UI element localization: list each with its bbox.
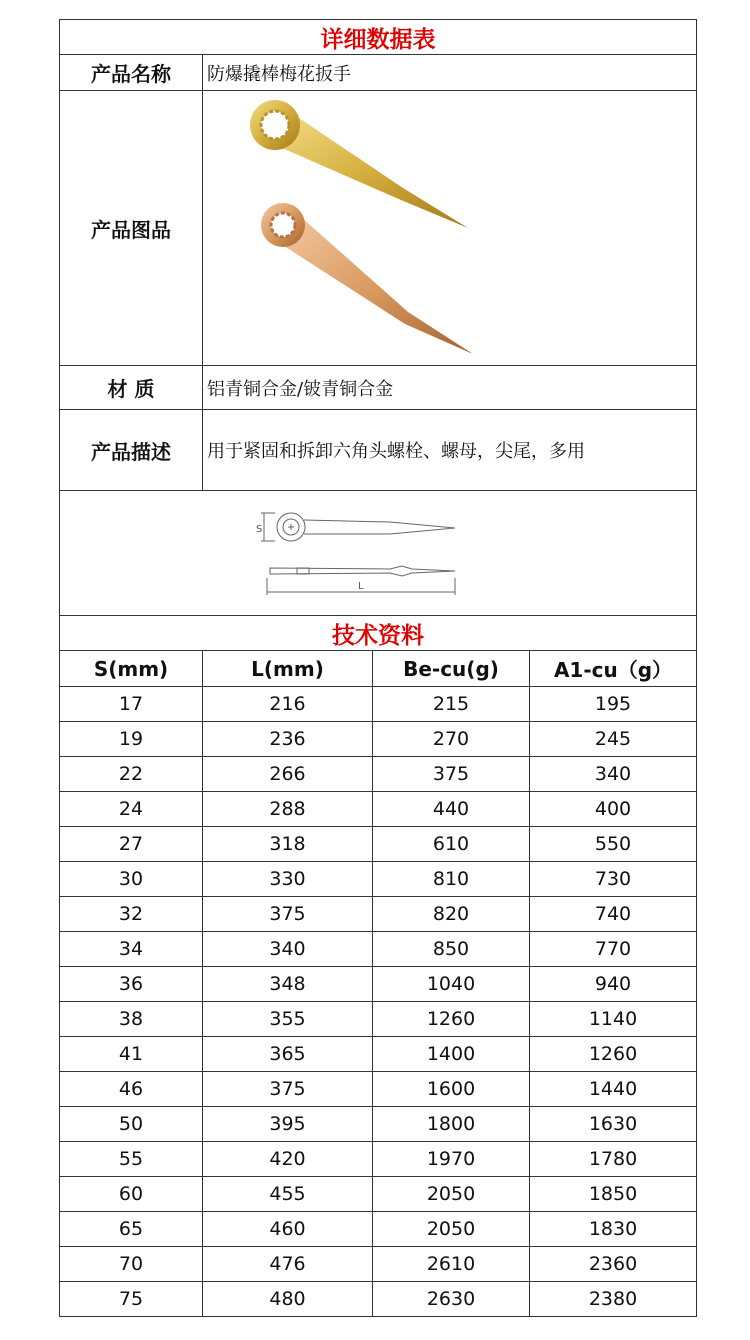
drawing-cell xyxy=(60,491,697,616)
cell-s: 70 xyxy=(60,1247,203,1282)
spec-table xyxy=(59,19,697,1317)
cell-s: 22 xyxy=(60,757,203,792)
cell-s: 32 xyxy=(60,897,203,932)
cell-l: 330 xyxy=(203,862,373,897)
cell-a1-cu: 740 xyxy=(530,897,697,932)
cell-s: 38 xyxy=(60,1002,203,1037)
table-row xyxy=(60,1282,697,1317)
cell-a1-cu: 550 xyxy=(530,827,697,862)
table-row xyxy=(60,932,697,967)
cell-a1-cu: 940 xyxy=(530,967,697,1002)
tech-header-row xyxy=(60,651,697,687)
cell-a1-cu: 1830 xyxy=(530,1212,697,1247)
cell-l: 395 xyxy=(203,1107,373,1142)
cell-be-cu: 1970 xyxy=(373,1142,530,1177)
cell-a1-cu: 400 xyxy=(530,792,697,827)
cell-a1-cu: 1140 xyxy=(530,1002,697,1037)
cell-s: 36 xyxy=(60,967,203,1002)
cell-l: 420 xyxy=(203,1142,373,1177)
cell-a1-cu: 195 xyxy=(530,687,697,722)
cell-l: 455 xyxy=(203,1177,373,1212)
cell-s: 17 xyxy=(60,687,203,722)
cell-l: 340 xyxy=(203,932,373,967)
table-row xyxy=(60,1212,697,1247)
cell-a1-cu: 730 xyxy=(530,862,697,897)
table-row xyxy=(60,1247,697,1282)
cell-be-cu: 1400 xyxy=(373,1037,530,1072)
material-value: 铝青铜合金/铍青铜合金 xyxy=(203,366,697,410)
cell-be-cu: 1600 xyxy=(373,1072,530,1107)
cell-s: 46 xyxy=(60,1072,203,1107)
wrench-photo xyxy=(203,92,696,364)
table-row xyxy=(60,1107,697,1142)
cell-s: 34 xyxy=(60,932,203,967)
cell-a1-cu: 1630 xyxy=(530,1107,697,1142)
cell-s: 27 xyxy=(60,827,203,862)
detail-title: 详细数据表 xyxy=(60,20,697,55)
table-row xyxy=(60,687,697,722)
cell-be-cu: 375 xyxy=(373,757,530,792)
cell-be-cu: 1260 xyxy=(373,1002,530,1037)
cell-s: 50 xyxy=(60,1107,203,1142)
cell-be-cu: 2050 xyxy=(373,1212,530,1247)
cell-l: 355 xyxy=(203,1002,373,1037)
cell-be-cu: 2610 xyxy=(373,1247,530,1282)
cell-be-cu: 1800 xyxy=(373,1107,530,1142)
cell-l: 375 xyxy=(203,897,373,932)
dim-l-label: L xyxy=(358,580,364,592)
table-row xyxy=(60,1037,697,1072)
cell-a1-cu: 2360 xyxy=(530,1247,697,1282)
dim-s-label: S xyxy=(256,523,263,535)
table-row xyxy=(60,1002,697,1037)
table-row xyxy=(60,1177,697,1212)
product-name-label: 产品名称 xyxy=(60,55,203,91)
cell-be-cu: 2630 xyxy=(373,1282,530,1317)
cell-l: 476 xyxy=(203,1247,373,1282)
header-a1-cu: A1-cu（g） xyxy=(530,651,697,687)
tech-title: 技术资料 xyxy=(60,616,697,651)
cell-be-cu: 820 xyxy=(373,897,530,932)
cell-l: 460 xyxy=(203,1212,373,1247)
cell-s: 30 xyxy=(60,862,203,897)
cell-be-cu: 270 xyxy=(373,722,530,757)
description-label: 产品描述 xyxy=(60,410,203,491)
description-value: 用于紧固和拆卸六角头螺栓、螺母，尖尾，多用 xyxy=(203,410,697,491)
cell-a1-cu: 245 xyxy=(530,722,697,757)
cell-l: 216 xyxy=(203,687,373,722)
table-row xyxy=(60,827,697,862)
product-image-cell xyxy=(203,91,697,366)
cell-be-cu: 810 xyxy=(373,862,530,897)
cell-a1-cu: 1260 xyxy=(530,1037,697,1072)
copper-wrench xyxy=(261,203,473,354)
cell-s: 55 xyxy=(60,1142,203,1177)
cell-a1-cu: 1440 xyxy=(530,1072,697,1107)
table-row xyxy=(60,967,697,1002)
cell-s: 24 xyxy=(60,792,203,827)
header-be-cu: Be-cu(g) xyxy=(373,651,530,687)
cell-be-cu: 1040 xyxy=(373,967,530,1002)
table-row xyxy=(60,1142,697,1177)
cell-be-cu: 850 xyxy=(373,932,530,967)
cell-l: 348 xyxy=(203,967,373,1002)
cell-s: 19 xyxy=(60,722,203,757)
cell-l: 480 xyxy=(203,1282,373,1317)
table-row xyxy=(60,757,697,792)
cell-s: 75 xyxy=(60,1282,203,1317)
cell-s: 41 xyxy=(60,1037,203,1072)
header-s: S(mm) xyxy=(60,651,203,687)
product-image-label: 产品图品 xyxy=(60,91,203,366)
cell-l: 375 xyxy=(203,1072,373,1107)
cell-l: 266 xyxy=(203,757,373,792)
cell-a1-cu: 1780 xyxy=(530,1142,697,1177)
table-row xyxy=(60,722,697,757)
cell-l: 365 xyxy=(203,1037,373,1072)
product-name-value: 防爆撬棒梅花扳手 xyxy=(203,55,697,91)
cell-s: 65 xyxy=(60,1212,203,1247)
cell-l: 318 xyxy=(203,827,373,862)
cell-s: 60 xyxy=(60,1177,203,1212)
cell-be-cu: 610 xyxy=(373,827,530,862)
table-row xyxy=(60,897,697,932)
cell-be-cu: 215 xyxy=(373,687,530,722)
cell-a1-cu: 770 xyxy=(530,932,697,967)
cell-a1-cu: 340 xyxy=(530,757,697,792)
cell-a1-cu: 2380 xyxy=(530,1282,697,1317)
cell-a1-cu: 1850 xyxy=(530,1177,697,1212)
table-row xyxy=(60,1072,697,1107)
cell-be-cu: 440 xyxy=(373,792,530,827)
material-label: 材 质 xyxy=(60,366,203,410)
technical-drawing xyxy=(60,492,695,615)
table-row xyxy=(60,862,697,897)
cell-l: 288 xyxy=(203,792,373,827)
cell-be-cu: 2050 xyxy=(373,1177,530,1212)
table-row xyxy=(60,792,697,827)
header-l: L(mm) xyxy=(203,651,373,687)
cell-l: 236 xyxy=(203,722,373,757)
